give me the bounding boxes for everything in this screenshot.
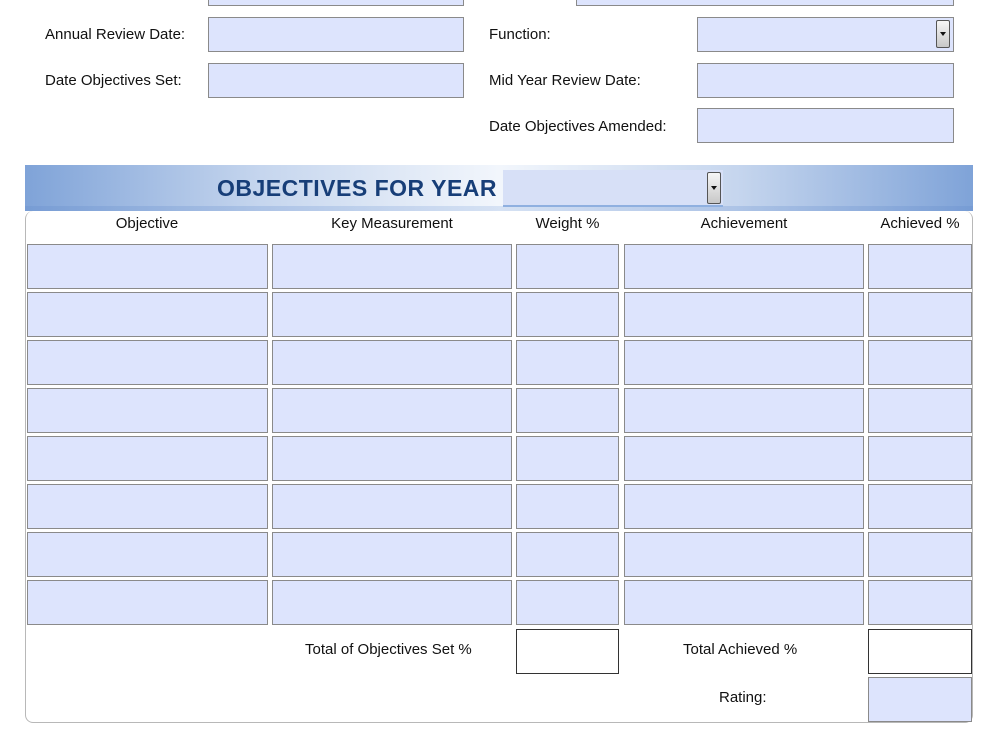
- key-measurement-cell[interactable]: [272, 292, 512, 337]
- weight-cell[interactable]: [516, 436, 619, 481]
- key-measurement-cell[interactable]: [272, 244, 512, 289]
- year-dropdown-button[interactable]: [707, 172, 721, 204]
- achieved-cell[interactable]: [868, 436, 972, 481]
- column-header-key-measurement: Key Measurement: [331, 215, 453, 232]
- objectives-header-band: [25, 165, 973, 211]
- achieved-cell[interactable]: [868, 244, 972, 289]
- annual-review-date-label: Annual Review Date:: [45, 26, 186, 43]
- chevron-down-icon: [940, 32, 946, 36]
- year-select[interactable]: [503, 170, 723, 207]
- weight-cell[interactable]: [516, 484, 619, 529]
- weight-cell[interactable]: [516, 580, 619, 625]
- achievement-cell[interactable]: [624, 580, 864, 625]
- key-measurement-cell[interactable]: [272, 532, 512, 577]
- achieved-cell[interactable]: [868, 580, 972, 625]
- rating-field[interactable]: [868, 677, 972, 722]
- weight-cell[interactable]: [516, 340, 619, 385]
- achievement-cell[interactable]: [624, 388, 864, 433]
- achieved-cell[interactable]: [868, 532, 972, 577]
- achieved-cell[interactable]: [868, 340, 972, 385]
- achievement-cell[interactable]: [624, 532, 864, 577]
- mid-year-review-date-field[interactable]: [697, 63, 954, 98]
- achievement-cell[interactable]: [624, 292, 864, 337]
- achieved-cell[interactable]: [868, 388, 972, 433]
- key-measurement-cell[interactable]: [272, 388, 512, 433]
- weight-cell[interactable]: [516, 244, 619, 289]
- objectives-title: OBJECTIVES FOR YEAR: [217, 175, 498, 201]
- date-objectives-amended-label: Date Objectives Amended:: [489, 118, 667, 135]
- achievement-cell[interactable]: [624, 484, 864, 529]
- objective-cell[interactable]: [27, 340, 268, 385]
- objective-cell[interactable]: [27, 292, 268, 337]
- function-dropdown-button[interactable]: [936, 20, 950, 48]
- function-label: Function:: [489, 26, 551, 43]
- key-measurement-cell[interactable]: [272, 340, 512, 385]
- date-objectives-amended-field[interactable]: [697, 108, 954, 143]
- weight-cell[interactable]: [516, 388, 619, 433]
- objective-cell[interactable]: [27, 532, 268, 577]
- rating-label: Rating:: [719, 689, 767, 706]
- total-achieved-label: Total Achieved %: [683, 641, 798, 658]
- column-header-objective: Objective: [115, 215, 179, 232]
- total-objectives-set-label: Total of Objectives Set %: [305, 641, 472, 658]
- annual-review-date-field[interactable]: [208, 17, 464, 52]
- achievement-cell[interactable]: [624, 436, 864, 481]
- date-objectives-set-label: Date Objectives Set:: [45, 72, 182, 89]
- objective-cell[interactable]: [27, 484, 268, 529]
- top-right-field-partial[interactable]: [576, 0, 954, 6]
- column-header-achieved: Achieved %: [880, 215, 960, 232]
- column-header-achievement: Achievement: [700, 215, 788, 232]
- achieved-cell[interactable]: [868, 484, 972, 529]
- function-select[interactable]: [697, 17, 954, 52]
- top-left-field-partial[interactable]: [208, 0, 464, 6]
- objective-cell[interactable]: [27, 580, 268, 625]
- key-measurement-cell[interactable]: [272, 436, 512, 481]
- achievement-cell[interactable]: [624, 340, 864, 385]
- objective-cell[interactable]: [27, 388, 268, 433]
- weight-cell[interactable]: [516, 532, 619, 577]
- column-header-weight: Weight %: [535, 215, 600, 232]
- total-achieved-field[interactable]: [868, 629, 972, 674]
- objective-cell[interactable]: [27, 436, 268, 481]
- chevron-down-icon: [711, 186, 717, 190]
- achievement-cell[interactable]: [624, 244, 864, 289]
- key-measurement-cell[interactable]: [272, 580, 512, 625]
- total-objectives-set-field[interactable]: [516, 629, 619, 674]
- weight-cell[interactable]: [516, 292, 619, 337]
- objective-cell[interactable]: [27, 244, 268, 289]
- mid-year-review-date-label: Mid Year Review Date:: [489, 72, 641, 89]
- key-measurement-cell[interactable]: [272, 484, 512, 529]
- achieved-cell[interactable]: [868, 292, 972, 337]
- date-objectives-set-field[interactable]: [208, 63, 464, 98]
